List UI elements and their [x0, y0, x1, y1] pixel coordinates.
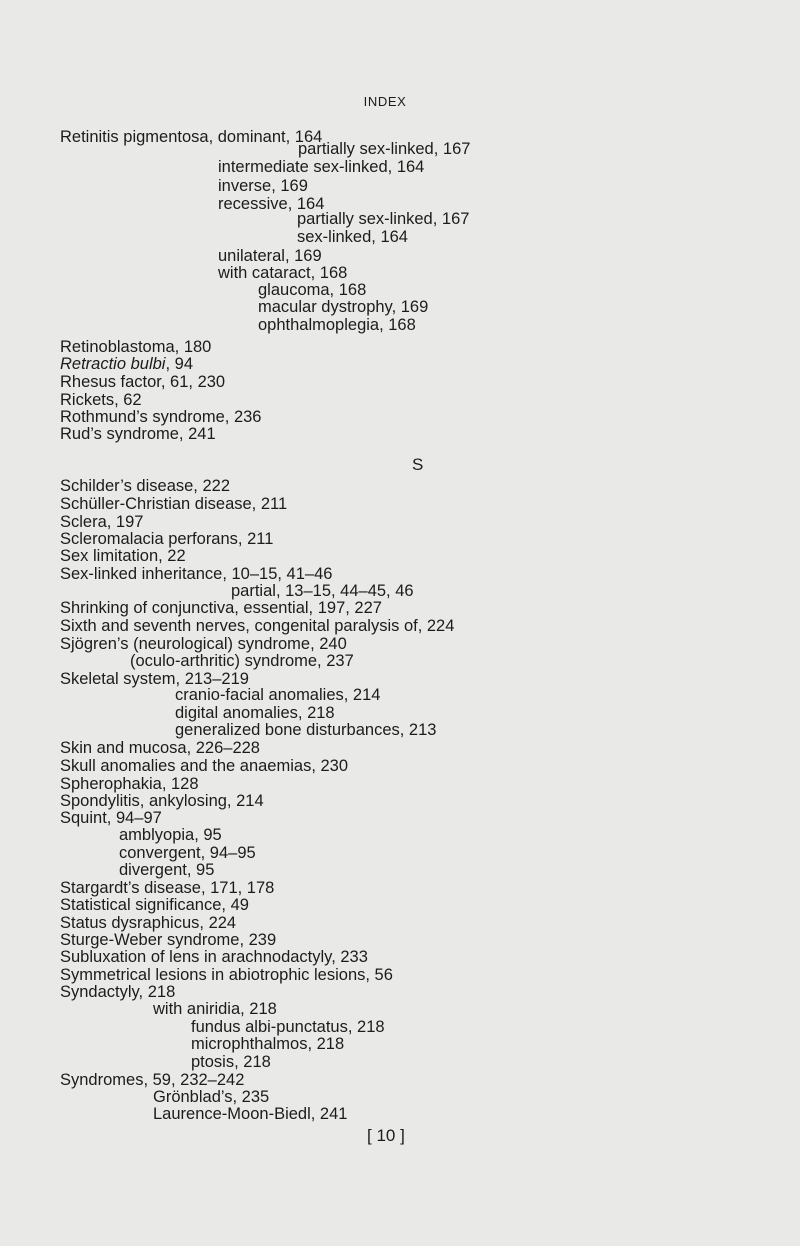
index-subentry: convergent, 94–95 [119, 844, 256, 862]
index-subentry: (oculo-arthritic) syndrome, 237 [130, 652, 354, 670]
index-subentry: sex-linked, 164 [297, 228, 408, 246]
index-subentry: inverse, 169 [218, 177, 308, 195]
index-subentry: with cataract, 168 [218, 264, 348, 282]
index-entry: Spondylitis, ankylosing, 214 [60, 792, 264, 810]
index-subentry: generalized bone disturbances, 213 [175, 721, 437, 739]
index-entry: Schüller-Christian disease, 211 [60, 495, 288, 513]
index-subentry: Grönblad’s, 235 [153, 1088, 270, 1106]
section-letter: S [412, 455, 424, 474]
index-subentry: with aniridia, 218 [153, 1000, 277, 1018]
index-entry: Retinitis pigmentosa, dominant, 164 [60, 128, 323, 146]
index-subentry: unilateral, 169 [218, 247, 322, 265]
index-entry: Scleromalacia perforans, 211 [60, 530, 274, 548]
index-subentry: ophthalmoplegia, 168 [258, 316, 416, 334]
index-entry: Skull anomalies and the anaemias, 230 [60, 757, 349, 775]
index-subentry: partially sex-linked, 167 [297, 210, 470, 228]
index-entry: Skin and mucosa, 226–228 [60, 739, 260, 757]
index-entry: Sjögren’s (neurological) syndrome, 240 [60, 635, 347, 653]
page-number: [ 10 ] [367, 1126, 405, 1145]
index-entry: Rud’s syndrome, 241 [60, 425, 216, 443]
index-subentry: recessive, 164 [218, 195, 325, 213]
index-pages: , 94 [165, 355, 194, 373]
index-entry: Skeletal system, 213–219 [60, 670, 249, 688]
index-entry: Sixth and seventh nerves, congenital paralysis of, 224 [60, 617, 455, 635]
index-entry [60, 355, 193, 374]
index-entry: Rothmund’s syndrome, 236 [60, 408, 262, 426]
index-subentry: partial, 13–15, 44–45, 46 [231, 582, 414, 600]
index-entry: Retinoblastoma, 180 [60, 338, 212, 356]
index-entry: Rhesus factor, 61, 230 [60, 373, 226, 391]
running-head: INDEX [363, 94, 407, 109]
index-entry: Syndromes, 59, 232–242 [60, 1071, 245, 1089]
index-entry: Sex limitation, 22 [60, 547, 186, 565]
index-entry: Statistical significance, 49 [60, 896, 249, 914]
index-entry: Syndactyly, 218 [60, 983, 176, 1001]
index-subentry: partially sex-linked, 167 [298, 140, 471, 158]
index-subentry: intermediate sex-linked, 164 [218, 158, 425, 176]
index-entry: Symmetrical lesions in abiotrophic lesions, 56 [60, 966, 393, 984]
index-entry: Sturge-Weber syndrome, 239 [60, 931, 277, 949]
index-entry: Squint, 94–97 [60, 809, 162, 827]
index-subentry: divergent, 95 [119, 861, 215, 879]
index-subentry: glaucoma, 168 [258, 281, 367, 299]
index-entry: Status dysraphicus, 224 [60, 914, 237, 932]
index-subentry: microphthalmos, 218 [191, 1035, 345, 1053]
index-entry: Shrinking of conjunctiva, essential, 197, 227 [60, 599, 382, 617]
index-subentry: cranio-facial anomalies, 214 [175, 686, 381, 704]
index-entry: Sclera, 197 [60, 513, 144, 531]
index-entry: Sex-linked inheritance, 10–15, 41–46 [60, 565, 333, 583]
index-entry: Subluxation of lens in arachnodactyly, 233 [60, 948, 368, 966]
index-subentry: amblyopia, 95 [119, 826, 222, 844]
index-entry: Stargardt’s disease, 171, 178 [60, 879, 275, 897]
index-subentry: ptosis, 218 [191, 1053, 271, 1071]
index-entry: Rickets, 62 [60, 391, 142, 409]
index-entry: Spherophakia, 128 [60, 775, 199, 793]
index-subentry: macular dystrophy, 169 [258, 298, 429, 316]
index-subentry: Laurence-Moon-Biedl, 241 [153, 1105, 348, 1123]
index-subentry: fundus albi-punctatus, 218 [191, 1018, 385, 1036]
index-term-italic: Retractio bulbi [60, 355, 166, 373]
index-subentry: digital anomalies, 218 [175, 704, 335, 722]
index-entry: Schilder’s disease, 222 [60, 477, 230, 495]
